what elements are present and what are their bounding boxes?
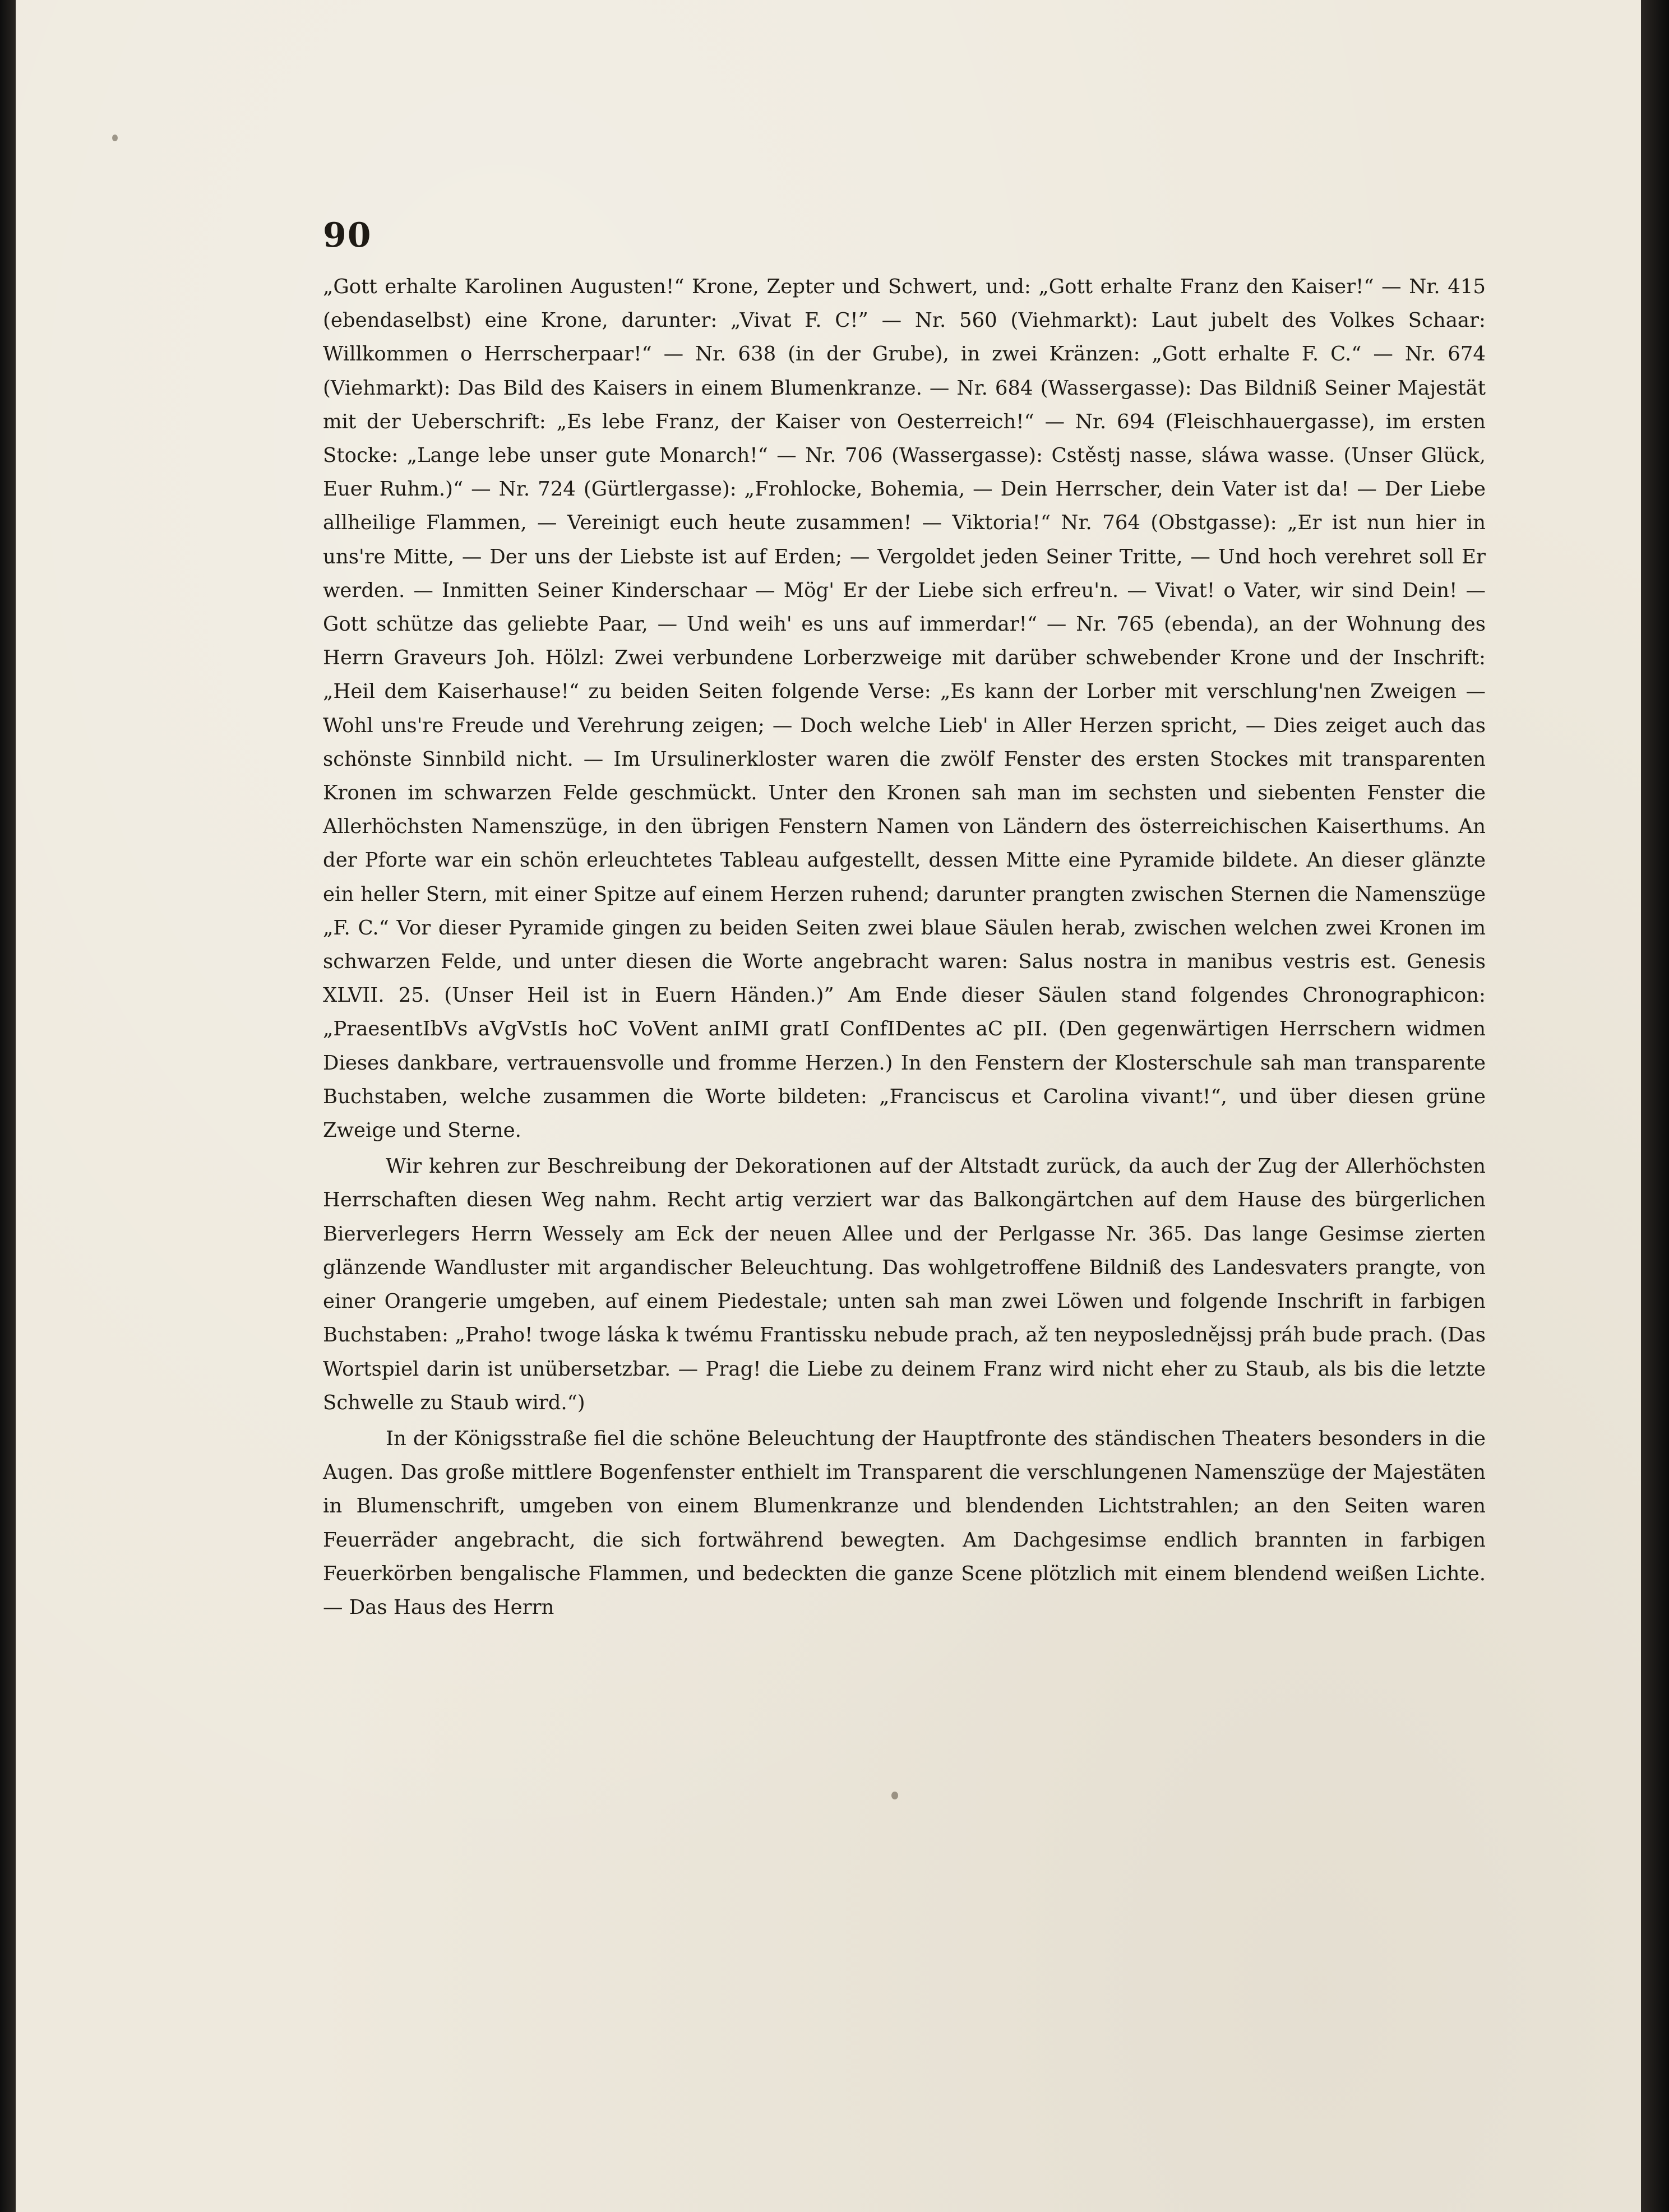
paper-speck xyxy=(112,135,118,141)
paragraph: Wir kehren zur Beschreibung der Dekorationen auf der Altstadt zurück, da auch der Zug der Allerhöchsten Herrschaften diesen Weg nahm. Recht artig verziert war das Balkongärtchen auf dem Hause des bürgerlichen Bierverlegers Herrn Wessely am Eck der neuen Allee und der Perlgasse Nr. 365. Das lange Gesimse zierten glänzende Wandluster mit argandischer Beleuchtung. Das wohlgetroffene Bildniß des Landesvaters prangte, von einer Orangerie umgeben, auf einem Piedestale; unten sah man zwei Löwen und folgende Inschrift in farbigen Buchstaben: „Praho! twoge láska k twému Frantissku nebude prach, až ten neyposlednějssj práh bude prach. (Das Wortspiel darin ist unübersetzbar. — Prag! die Liebe zu deinem Franz wird nicht eher zu Staub, als bis die letzte Schwelle zu Staub wird.“) xyxy=(323,1155,1486,1414)
paragraph: „Gott erhalte Karolinen Augusten!“ Krone, Zepter und Schwert, und: „Gott erhalte Franz den Kaiser!“ — Nr. 415 (ebendaselbst) eine Krone, darunter: „Vivat F. C!” — Nr. 560 (Viehmarkt): Laut jubelt des Volkes Schaar: Willkommen o Herrscherpaar!“ — Nr. 638 (in der Grube), in zwei Kränzen: „Gott erhalte F. C.“ — Nr. 674 (Viehmarkt): Das Bild des Kaisers in einem Blumenkranze. — Nr. 684 (Wassergasse): Das Bildniß Seiner Majestät mit der Ueberschrift: „Es lebe Franz, der Kaiser von Oesterreich!“ — Nr. 694 (Fleischhauergasse), im ersten Stocke: „Lange lebe unser gute Monarch!“ — Nr. 706 (Wassergasse): Cstěstj nasse, sláwa wasse. (Unser Glück, Euer Ruhm.)“ — Nr. 724 (Gürtlergasse): „Frohlocke, Bohemia, — Dein Herrscher, dein Vater ist da! — Der Liebe allheilige Flammen, — Vereinigt euch heute zusammen! — Viktoria!“ Nr. 764 (Obstgasse): „Er ist nun hier in uns're Mitte, — Der uns der Liebste ist auf Erden; — Vergoldet jeden Seiner Tritte, — Und hoch verehret soll Er werden. — Inmitten Seiner Kinderschaar — Mög' Er der Liebe sich erfreu'n. — Vivat! o Vater, wir sind Dein! — Gott schütze das geliebte Paar, — Und weih' es uns auf immerdar!“ — Nr. 765 (ebenda), an der Wohnung des Herrn Graveurs Joh. Hölzl: Zwei verbundene Lorberzweige mit darüber schwebender Krone und der Inschrift: „Heil dem Kaiserhause!“ zu beiden Seiten folgende Verse: „Es kann der Lorber mit verschlung'nen Zweigen — Wohl uns're Freude und Verehrung zeigen; — Doch welche Lieb' in Aller Herzen spricht, — Dies zeiget auch das schönste Sinnbild nicht. — Im Ursulinerkloster waren die zwölf Fenster des ersten Stockes mit transparenten Kronen im schwarzen Felde geschmückt. Unter den Kronen sah man im sechsten und siebenten Fenster die Allerhöchsten Namenszüge, in den übrigen Fenstern Namen von Ländern des österreichischen Kaiserthums. An der Pforte war ein schön erleuchtetes Tableau aufgestellt, dessen Mitte eine Pyramide bildete. An dieser glänzte ein heller Stern, mit einer Spitze auf einem Herzen ruhend; darunter prangten zwischen Sternen die Namenszüge „F. C.“ Vor dieser Pyramide gingen zu beiden Seiten zwei blaue Säulen herab, zwischen welchen zwei Kronen im schwarzen Felde, und unter diesen die Worte angebracht waren: Salus nostra in manibus vestris est. Genesis XLVII. 25. (Unser Heil ist in Euern Händen.)” Am Ende dieser Säulen stand folgendes Chronographicon: „PraesentIbVs aVgVstIs hoC VoVent anIMI gratI ConfIDentes aC pII. (Den gegenwärtigen Herrschern widmen Dieses dankbare, vertrauensvolle und fromme Herzen.) In den Fenstern der Klosterschule sah man transparente Buchstaben, welche zusammen die Worte bildeten: „Franciscus et Carolina vivant!“, und über diesen grüne Zweige und Sterne. xyxy=(323,275,1486,1142)
paragraph: In der Königsstraße fiel die schöne Beleuchtung der Hauptfronte des ständischen Theaters besonders in die Augen. Das große mittlere Bogenfenster enthielt im Transparent die verschlungenen Namenszüge der Majestäten in Blumenschrift, umgeben von einem Blumenkranze und blendenden Lichtstrahlen; an den Seiten waren Feuerräder angebracht, die sich fortwährend bewegten. Am Dachgesimse endlich brannten in farbigen Feuerkörben bengalische Flammen, und bedeckten die ganze Scene plötzlich mit einem blendend weißen Lichte. — Das Haus des Herrn xyxy=(323,1427,1486,1619)
scan-edge-left xyxy=(0,0,16,2212)
paper-speck xyxy=(891,1792,898,1799)
body-text xyxy=(323,270,1486,1625)
scan-edge-right xyxy=(1641,0,1669,2212)
page-number: 90 xyxy=(323,216,372,255)
book-page xyxy=(16,0,1641,2212)
